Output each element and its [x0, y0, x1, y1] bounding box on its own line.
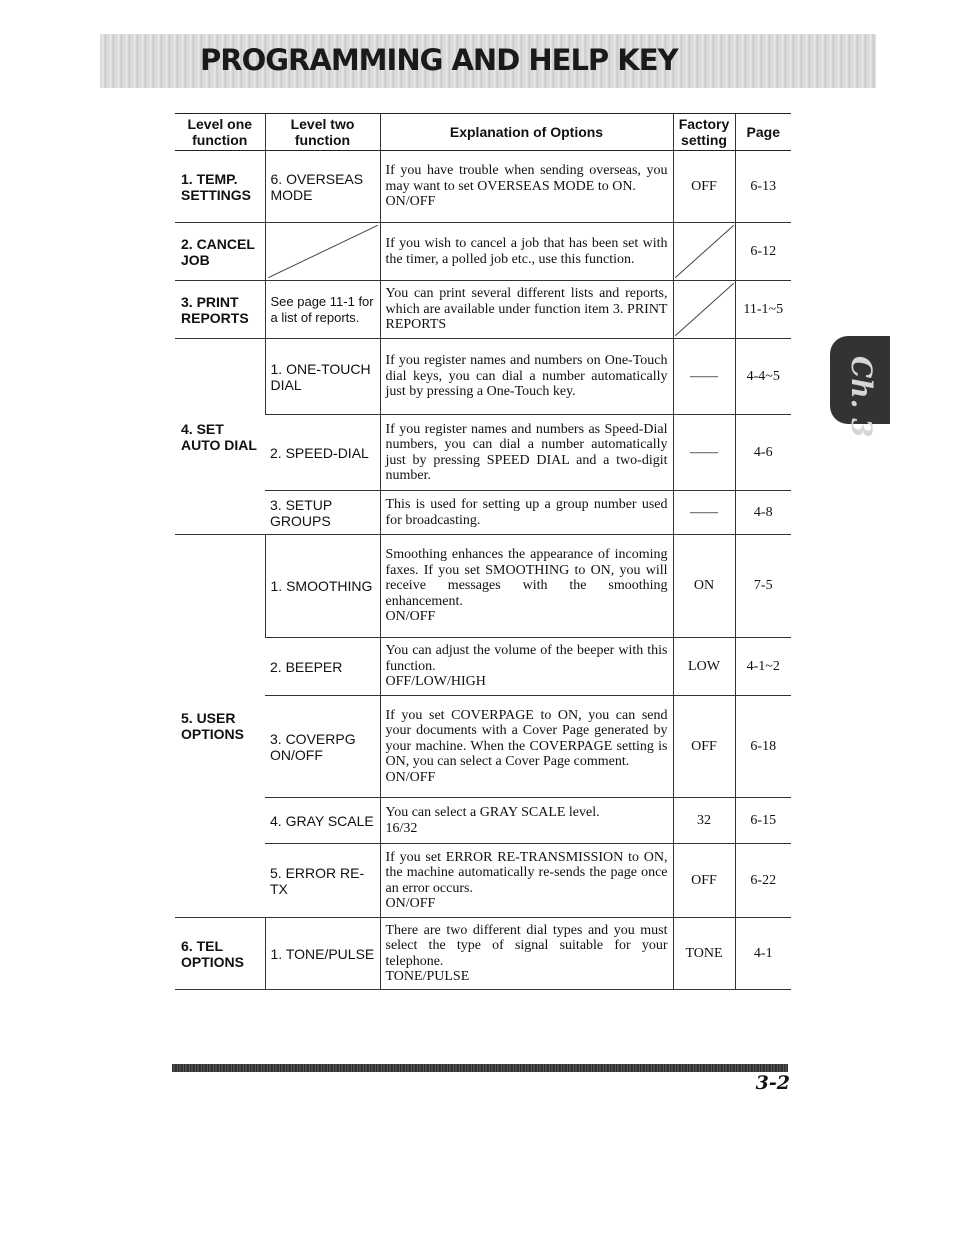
level-two-cell: 1. SMOOTHING — [265, 535, 380, 638]
factory-setting-cell: OFF — [673, 151, 735, 223]
explanation-cell — [380, 535, 673, 638]
explanation-cell — [380, 918, 673, 990]
explanation-text: You can print several different lists and reports, which are available under function item 3. PRINT REPORTS — [385, 286, 668, 333]
level-two-cell: 2. BEEPER — [265, 638, 380, 696]
explanation-cell — [380, 339, 673, 415]
chapter-tab — [830, 336, 890, 438]
level-two-cell: 6. OVERSEAS MODE — [265, 151, 380, 223]
factory-setting-cell: ON — [673, 535, 735, 638]
explanation-cell — [380, 151, 673, 223]
page-title: PROGRAMMING AND HELP KEY — [200, 43, 678, 77]
level-two-cell: 1. TONE/PULSE — [265, 918, 380, 990]
factory-setting-cell: TONE — [673, 918, 735, 990]
option-choices: ON/OFF — [385, 769, 436, 785]
explanation-text: If you set ERROR RE-TRANSMISSION to ON, the machine automatically re-sends the page once an error occurs. — [385, 849, 668, 896]
option-choices: 16/32 — [385, 820, 418, 836]
page-ref-cell: 4-6 — [735, 415, 791, 491]
options-table — [175, 113, 791, 990]
empty-diagonal-cell — [673, 281, 735, 339]
factory-setting-cell: OFF — [673, 696, 735, 798]
page-number: 3-2 — [755, 1072, 790, 1094]
level-two-cell: 2. SPEED-DIAL — [265, 415, 380, 491]
explanation-cell — [380, 696, 673, 798]
option-choices: ON/OFF — [385, 194, 436, 210]
factory-setting-cell: —— — [673, 491, 735, 535]
table-row — [175, 491, 791, 535]
table-row — [175, 151, 791, 223]
explanation-cell — [380, 491, 673, 535]
level-two-cell: 4. GRAY SCALE — [265, 798, 380, 844]
level-two-cell: See page 11-1 for a list of reports. — [265, 281, 380, 339]
explanation-text: If you have trouble when sending overseas, you may want to set OVERSEAS MODE to ON. — [385, 163, 668, 194]
column-header-level-two: Level two function — [265, 114, 380, 151]
factory-setting-cell: LOW — [673, 638, 735, 696]
explanation-cell — [380, 844, 673, 918]
factory-setting-cell: —— — [673, 415, 735, 491]
level-two-cell: 3. COVERPG ON/OFF — [265, 696, 380, 798]
page-ref-cell: 7-5 — [735, 535, 791, 638]
level-one-cell: 1. TEMP. SETTINGS — [175, 151, 265, 223]
level-one-cell: 3. PRINT REPORTS — [175, 281, 265, 339]
level-one-cell: 5. USER OPTIONS — [175, 535, 265, 918]
page-ref-cell: 11-1~5 — [735, 281, 791, 339]
page-ref-cell: 4-1~2 — [735, 638, 791, 696]
option-choices: ON/OFF — [385, 896, 436, 911]
factory-setting-cell: 32 — [673, 798, 735, 844]
table-row — [175, 535, 791, 638]
level-two-cell: 1. ONE-TOUCH DIAL — [265, 339, 380, 415]
column-header-factory-setting: Factory setting — [673, 114, 735, 151]
page-ref-cell: 6-13 — [735, 151, 791, 223]
factory-setting-cell: OFF — [673, 844, 735, 918]
level-two-cell: 3. SETUP GROUPS — [265, 491, 380, 535]
explanation-text: You can adjust the volume of the beeper with this function. — [385, 643, 668, 674]
page-ref-cell: 4-8 — [735, 491, 791, 535]
level-one-cell: 2. CANCEL JOB — [175, 223, 265, 281]
table-row — [175, 696, 791, 798]
page-ref-cell: 6-18 — [735, 696, 791, 798]
explanation-text: Smoothing enhances the appearance of incoming faxes. If you set SMOOTHING to ON, you will receive messages with the smoothing enhancement. — [385, 547, 668, 609]
page-ref-cell: 6-22 — [735, 844, 791, 918]
option-choices: TONE/PULSE — [385, 969, 470, 984]
table-row — [175, 638, 791, 696]
level-one-cell: 4. SET AUTO DIAL — [175, 339, 265, 535]
empty-diagonal-cell — [673, 223, 735, 281]
explanation-cell — [380, 415, 673, 491]
column-header-explanation: Explanation of Options — [380, 114, 673, 151]
table-row — [175, 918, 791, 990]
column-header-page: Page — [735, 114, 791, 151]
table-row — [175, 798, 791, 844]
header-row — [175, 114, 791, 151]
page-ref-cell: 4-1 — [735, 918, 791, 990]
explanation-text: If you register names and numbers on One-Touch dial keys, you can dial a number automatically just by pressing a One-Touch key. — [385, 353, 668, 400]
table-row — [175, 281, 791, 339]
explanation-text: If you register names and numbers as Speed-Dial numbers, you can dial a number automatically just by pressing SPEED DIAL and a two-digit number. — [385, 421, 668, 483]
explanation-cell — [380, 638, 673, 696]
level-one-cell: 6. TEL OPTIONS — [175, 918, 265, 990]
explanation-text: This is used for setting up a group number used for broadcasting. — [385, 497, 668, 528]
option-choices: OFF/LOW/HIGH — [385, 674, 486, 690]
level-two-cell: 5. ERROR RE-TX — [265, 844, 380, 918]
explanation-cell — [380, 281, 673, 339]
empty-diagonal-cell — [265, 223, 380, 281]
table-row — [175, 223, 791, 281]
chapter-tab-label: Ch. 3 — [845, 356, 878, 438]
footer-rule — [172, 1064, 788, 1072]
page-ref-cell: 4-4~5 — [735, 339, 791, 415]
explanation-cell — [380, 223, 673, 281]
page-ref-cell: 6-15 — [735, 798, 791, 844]
factory-setting-cell: —— — [673, 339, 735, 415]
page-ref-cell: 6-12 — [735, 223, 791, 281]
explanation-text: There are two different dial types and you must select the type of signal suitable for your telephone. — [385, 922, 668, 969]
explanation-text: If you wish to cancel a job that has been set with the timer, a polled job etc., use this function. — [385, 236, 668, 267]
table-row — [175, 844, 791, 918]
option-choices: ON/OFF — [385, 609, 436, 625]
table-row — [175, 339, 791, 415]
explanation-text: If you set COVERPAGE to ON, you can send your documents with a Cover Page generated by your machine. When the COVERPAGE setting is ON, you can select a Cover Page comment. — [385, 707, 668, 770]
column-header-level-one: Level one function — [175, 114, 265, 151]
explanation-text: You can select a GRAY SCALE level. — [385, 805, 600, 820]
explanation-cell — [380, 798, 673, 844]
table-row — [175, 415, 791, 491]
